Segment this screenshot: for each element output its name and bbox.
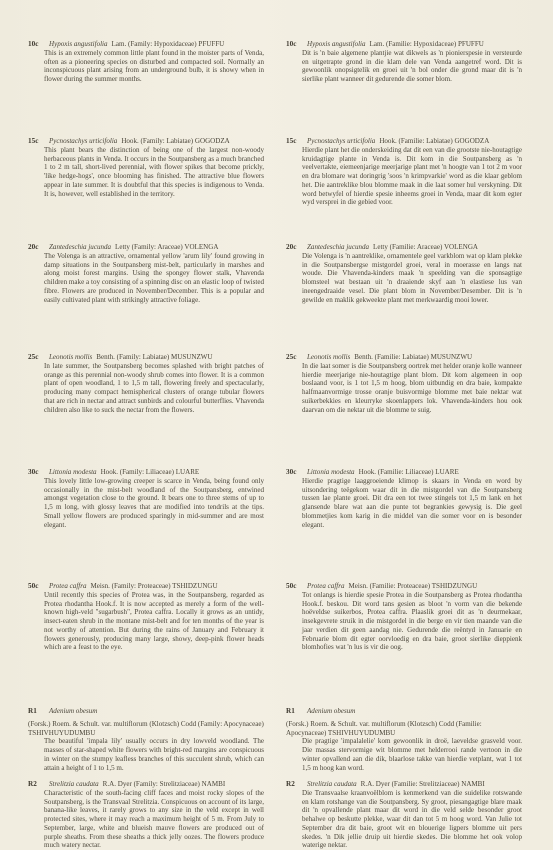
stamp-value: 50c	[286, 582, 297, 590]
species-name: Pycnostachys urticifolia	[49, 137, 118, 145]
entry-description: This lovely little low-growing creeper is scarce in Venda, being found only occasionally in the mist-belt woodland of the Soutpansberg, entwined amongst vegetation close to the ground. It bears one to three stems of up to 1,5 m long, with glossy leaves that are modified into tendrils at the tips. Small yellow flowers are produced sparingly in mid-summer and are most elegant.	[44, 476, 264, 529]
entry-description: The beautiful 'impala lily' usually occurs in dry lowveld woodland. The masses of star-shaped white flowers with bright-red margins are conspicuous in winter on the stumpy leafless branches of this succulent shrub, which can attain a height of 1 to 1,5 m.	[44, 737, 264, 772]
stamp-entry	[28, 468, 264, 529]
stamp-value: 30c	[28, 468, 39, 476]
species-authority-family: (Forsk.) Roem. & Schult. var. multiflorum (Klotzsch) Codd (Family: Apocynaceae) TSHIVHUYUDUMBU	[28, 719, 264, 737]
species-authority-family: Hook. (Familie: Liliaceae) LUARE	[358, 468, 459, 476]
species-authority-family: Letty (Familie: Araceae) VOLENGA	[373, 243, 478, 251]
entry-heading	[28, 582, 264, 591]
stamp-value: 10c	[28, 40, 39, 48]
entry-description: Dit is 'n baie algemene plantjie wat dikwels as 'n pionierspesie in versteurde en uitgetrapte grond in die klam dele van Venda aangetref word. Dit is gewoonlik onopsigtelik en groei uit 'n bol onder die grond maar dit is 'n sierlike plant wanneer dit gedurende die somer blom.	[302, 48, 522, 83]
species-authority-family: Meisn. (Family: Proteaceae) TSHIDZUNGU	[90, 582, 218, 590]
stamp-value: 30c	[286, 468, 297, 476]
stamp-entry	[286, 40, 522, 84]
entry-heading	[28, 707, 264, 737]
stamp-value: 15c	[28, 137, 39, 145]
species-authority-family: Hook. (Familie: Labiatae) GOGODZA	[379, 137, 490, 145]
entry-heading	[286, 582, 522, 591]
species-name: Protea caffra	[49, 582, 87, 590]
entry-description: Hierdie plant het die onderskeiding dat dit een van die grootste nie-houtagtige kruidagtige plante in Venda is. Dit kom in die Soutpansberg as 'n veelvertakte, eiemeenjarige meerjarige plant met 'n hoogte van 1 tot 2 m voor en dra blomare wat doringrig 'soos 'n krimpvarkie' word as die klaar geblom het. Die aantreklike blou blomme maak in die laat somer hul verskyning. Dit word betwyfel of hierdie spesie inheems groei in Venda, maar dit kom egter wyd versprei in die gebied voor.	[302, 145, 522, 207]
stamp-value: 50c	[28, 582, 39, 590]
species-name: Strelitzia caudata	[307, 780, 357, 788]
species-name: Littonia modesta	[307, 468, 355, 476]
stamp-value: 10c	[286, 40, 297, 48]
entry-heading	[286, 468, 522, 477]
species-authority-family: Hook. (Family: Liliaceae) LUARE	[100, 468, 200, 476]
stamp-entry	[286, 780, 522, 850]
entry-description: In die laat somer is die Soutpansberg oortrek met helder oranje kolle wanneer hierdie meerjarige nie-houtagtige plant blom. Dit kom algemeen in oop boslaand voor, is 1 tot 1,5 m hoog, blom uitbundig en dra baie, kompakte halfmaanvormige trosse oranje buisvormige blomme met baie nektar wat suikerbekkies en kleurryke skoenlappers lok. Vhavenda-kinders hou ook daarvan om die nektar uit die blomme te suig.	[302, 361, 522, 414]
stamp-entry	[28, 582, 264, 652]
species-name: Zantedeschia jucunda	[49, 243, 112, 251]
stamp-entry	[28, 780, 264, 850]
stamp-entry	[28, 40, 264, 84]
entry-description: Tot onlangs is hierdie spesie Protea in die Soutpansberg as Protea rhodantha Hook.f. beskou. Dit word tans gesien as bloot 'n vorm van die bekende hoëveldse suikerbos, Protea caffra. Plaaslik groei dit as 'n deurmekaar, insekgevrete struik in die mistgordel in die berge en vir tien maande van die jaar verdien dit geen aandag nie. Gedurende die reëntyd in Januarie en Februarie blom dit egter oorvloedig en dra baie, groot sierlike dieppienk blomhofies wat 'n lus is vir die oog.	[302, 590, 522, 652]
stamp-value: R2	[286, 780, 295, 788]
entry-heading	[286, 707, 522, 737]
entry-heading	[28, 243, 264, 252]
species-name: Strelitzia caudata	[49, 780, 99, 788]
entry-heading	[286, 40, 522, 49]
entry-description: Die pragtige 'impalalelie' kom gewoonlik in droë, laeveldse grasveld voor. Die massas stervormige wit blomme met helderrooi rande vertoon in die winter opvallend aan die dik, blaarlose takke van hierdie vetplant, wat 1 tot 1,5 m hoog kan word.	[302, 737, 522, 772]
entry-heading	[286, 780, 522, 789]
entry-heading	[28, 468, 264, 477]
stamp-entry	[286, 137, 522, 207]
stamp-value: 25c	[286, 353, 297, 361]
species-authority-family: Meisn. (Familie: Proteaceae) TSHIDZUNGU	[348, 582, 478, 590]
stamp-entry	[286, 468, 522, 529]
species-authority-family: Letty (Family: Araceae) VOLENGA	[115, 243, 219, 251]
entry-description: This plant bears the distinction of being one of the largest non-woody herbaceous plants in Venda. It occurs in the Soutpansberg as a much branched 1 to 2 m tall, short-lived perennial, with flower spikes that become prickly, 'like hedge-hogs', once blooming has finished. The attractive blue flowers appear in late summer. It is doubtful that this species is indigenous to Venda. It is, however, well established in the territory.	[44, 145, 264, 198]
stamp-entry	[28, 707, 264, 772]
species-authority-family: Hook. (Family: Labiatae) GOGODZA	[121, 137, 230, 145]
entry-description: The Volenga is an attractive, ornamental yellow 'arum lily' found growing in damp situations in the Soutpansberg mist-belt, particularly in marshes and along moist forest margins. Using the spongey flower stalk, Vhavenda children make a toy consisting of a spinning disc on an elastic loop of twisted fibre. Flowers are produced in November/December. This is a popular and easily cultivated plant with strikingly attractive foliage.	[44, 251, 264, 304]
stamp-entry	[286, 582, 522, 652]
stamp-entry	[286, 707, 522, 772]
species-authority-family: (Forsk.) Roem. & Schult. var. multiflorum (Klotzsch) Codd (Familie: Apocynaceae) TSHIVHUYUDUMBU	[286, 719, 482, 737]
entry-heading	[286, 243, 522, 252]
entry-heading	[286, 137, 522, 146]
stamp-entry	[286, 353, 522, 414]
entry-heading	[28, 40, 264, 49]
stamp-value: 20c	[286, 243, 297, 251]
entry-description: Until recently this species of Protea was, in the Soutpansberg, regarded as Protea rhodantha Hook.f. It is now accepted as merely a form of the well-known high-veld "sugarbush", Protea caffra. Locally it grows as an untidy, insect-eaten shrub in the montane mist-belt and for ten months of the year is not worthy of attention. But during the rains of January and February it flowers generously, producing many large, showy, deep-pink flower heads which are a feast to the eye.	[44, 590, 264, 652]
species-name: Pycnostachys urticifolia	[307, 137, 376, 145]
species-name: Leonotis mollis	[49, 353, 93, 361]
stamp-entry	[28, 353, 264, 414]
stamp-value: 20c	[28, 243, 39, 251]
species-authority-family: R.A. Dyer (Familie: Strelitziaceae) NAMBI	[360, 780, 485, 788]
stamp-entry	[28, 243, 264, 304]
species-authority-family: R.A. Dyer (Family: Strelitziaceae) NAMBI	[102, 780, 226, 788]
stamp-value: R1	[28, 707, 37, 715]
stamp-entry	[286, 243, 522, 304]
entry-heading	[28, 137, 264, 146]
entry-description: Characteristic of the south-facing cliff faces and moist rocky slopes of the Soutpansberg, is the Transvaal Strelitzia. Conspicuous on account of its large, banana-like leaves, it rarely grows to any size in the veld except in well protected sites, where it may reach a maximum height of 5 m. From July to September, large, white and blueish mauve flowers are produced out of purple sheaths. From these sheaths a thick jelly oozes. The flowers produce much watery nectar.	[44, 788, 264, 850]
species-name: Hypoxis angustifolia	[49, 40, 108, 48]
entry-heading	[286, 353, 522, 362]
species-authority-family: Lam. (Familie: Hypoxidaceae) PFUFFU	[369, 40, 484, 48]
entry-heading	[28, 353, 264, 362]
entry-description: Die Volenga is 'n aantreklike, ornamentele geel varkblom wat op klam plekke in die Soutpansbergse mistgordel groei, veral in moerasse en langs nat woude. Die Vhavenda-kinders maak 'n speelding van die sponsagtige blomsteel wat bestaan uit 'n draaiende skyf aan 'n elastiese lus van ineengedraaide vesel. Die plant blom in November/Desember. Dit is 'n gewilde en maklik gekweekte plant met merkwaardig mooi lower.	[302, 251, 522, 304]
entry-description: This is an extremely common little plant found in the moister parts of Venda, often as a pioneering species on disturbed and compacted soil. Normally an inconspicuous plant arising from an underground bulb, it is showy when in flower during the summer months.	[44, 48, 264, 83]
species-name: Adenium obesum	[49, 707, 98, 715]
species-name: Zantedeschia jucunda	[307, 243, 370, 251]
entry-heading	[28, 780, 264, 789]
species-name: Leonotis mollis	[307, 353, 351, 361]
species-name: Hypoxis angustifolia	[307, 40, 366, 48]
stamp-value: R1	[286, 707, 295, 715]
stamp-value: 15c	[286, 137, 297, 145]
species-name: Protea caffra	[307, 582, 345, 590]
entry-description: In late summer, the Soutpansberg becomes splashed with bright patches of orange as this perennial non-woody shrub comes into flower. It is a common plant of open woodland, 1 to 1,5 m tall, flowering freely and spectacularly, producing many compact hemispherical clusters of orange tubular flowers that are rich in nectar and attract sunbirds and colourful butterflies. Vhavenda children also like to suck the nectar from the flowers.	[44, 361, 264, 414]
stamp-value: 25c	[28, 353, 39, 361]
species-authority-family: Benth. (Family: Labiatae) MUSUNZWU	[96, 353, 213, 361]
entry-description: Die Transvaalse kraanvoëlblom is kenmerkend van die suidelike rotswande en klam rotshange van die Soutpansberg. Sy groot, piesangagtige blare maak dit 'n opvallende plant maar dit word in die veld selde besonder groot behalwe op beskutte plekke, waar dit dan tot 5 m hoog word. Van Julie tot September dra dit baie, groot wit en blouerige ligpers blomme uit pers skedes. 'n Dik jellie druip uit hierdie skedes. Die blomme het ook volop waterige nektar.	[302, 788, 522, 850]
species-authority-family: Lam. (Family: Hypoxidaceae) PFUFFU	[111, 40, 225, 48]
stamp-value: R2	[28, 780, 37, 788]
entry-description: Hierdie pragtige laaggroeiende klimop is skaars in Venda en word by uitsondering teëgekom waar dit in die mistgordel van die Soutpansberg tussen lae plante groei. Dit dra een tot twee stingels tot 1,5 m lank en het glansende blare wat aan die punte tot begrankies gewysig is. Die geel blommetjies kom karig in die middel van die somer voor en is besonder elegant.	[302, 476, 522, 529]
species-name: Littonia modesta	[49, 468, 97, 476]
species-authority-family: Benth. (Familie: Labiatae) MUSUNZWU	[354, 353, 473, 361]
species-name: Adenium obesum	[307, 707, 356, 715]
stamp-entry	[28, 137, 264, 198]
